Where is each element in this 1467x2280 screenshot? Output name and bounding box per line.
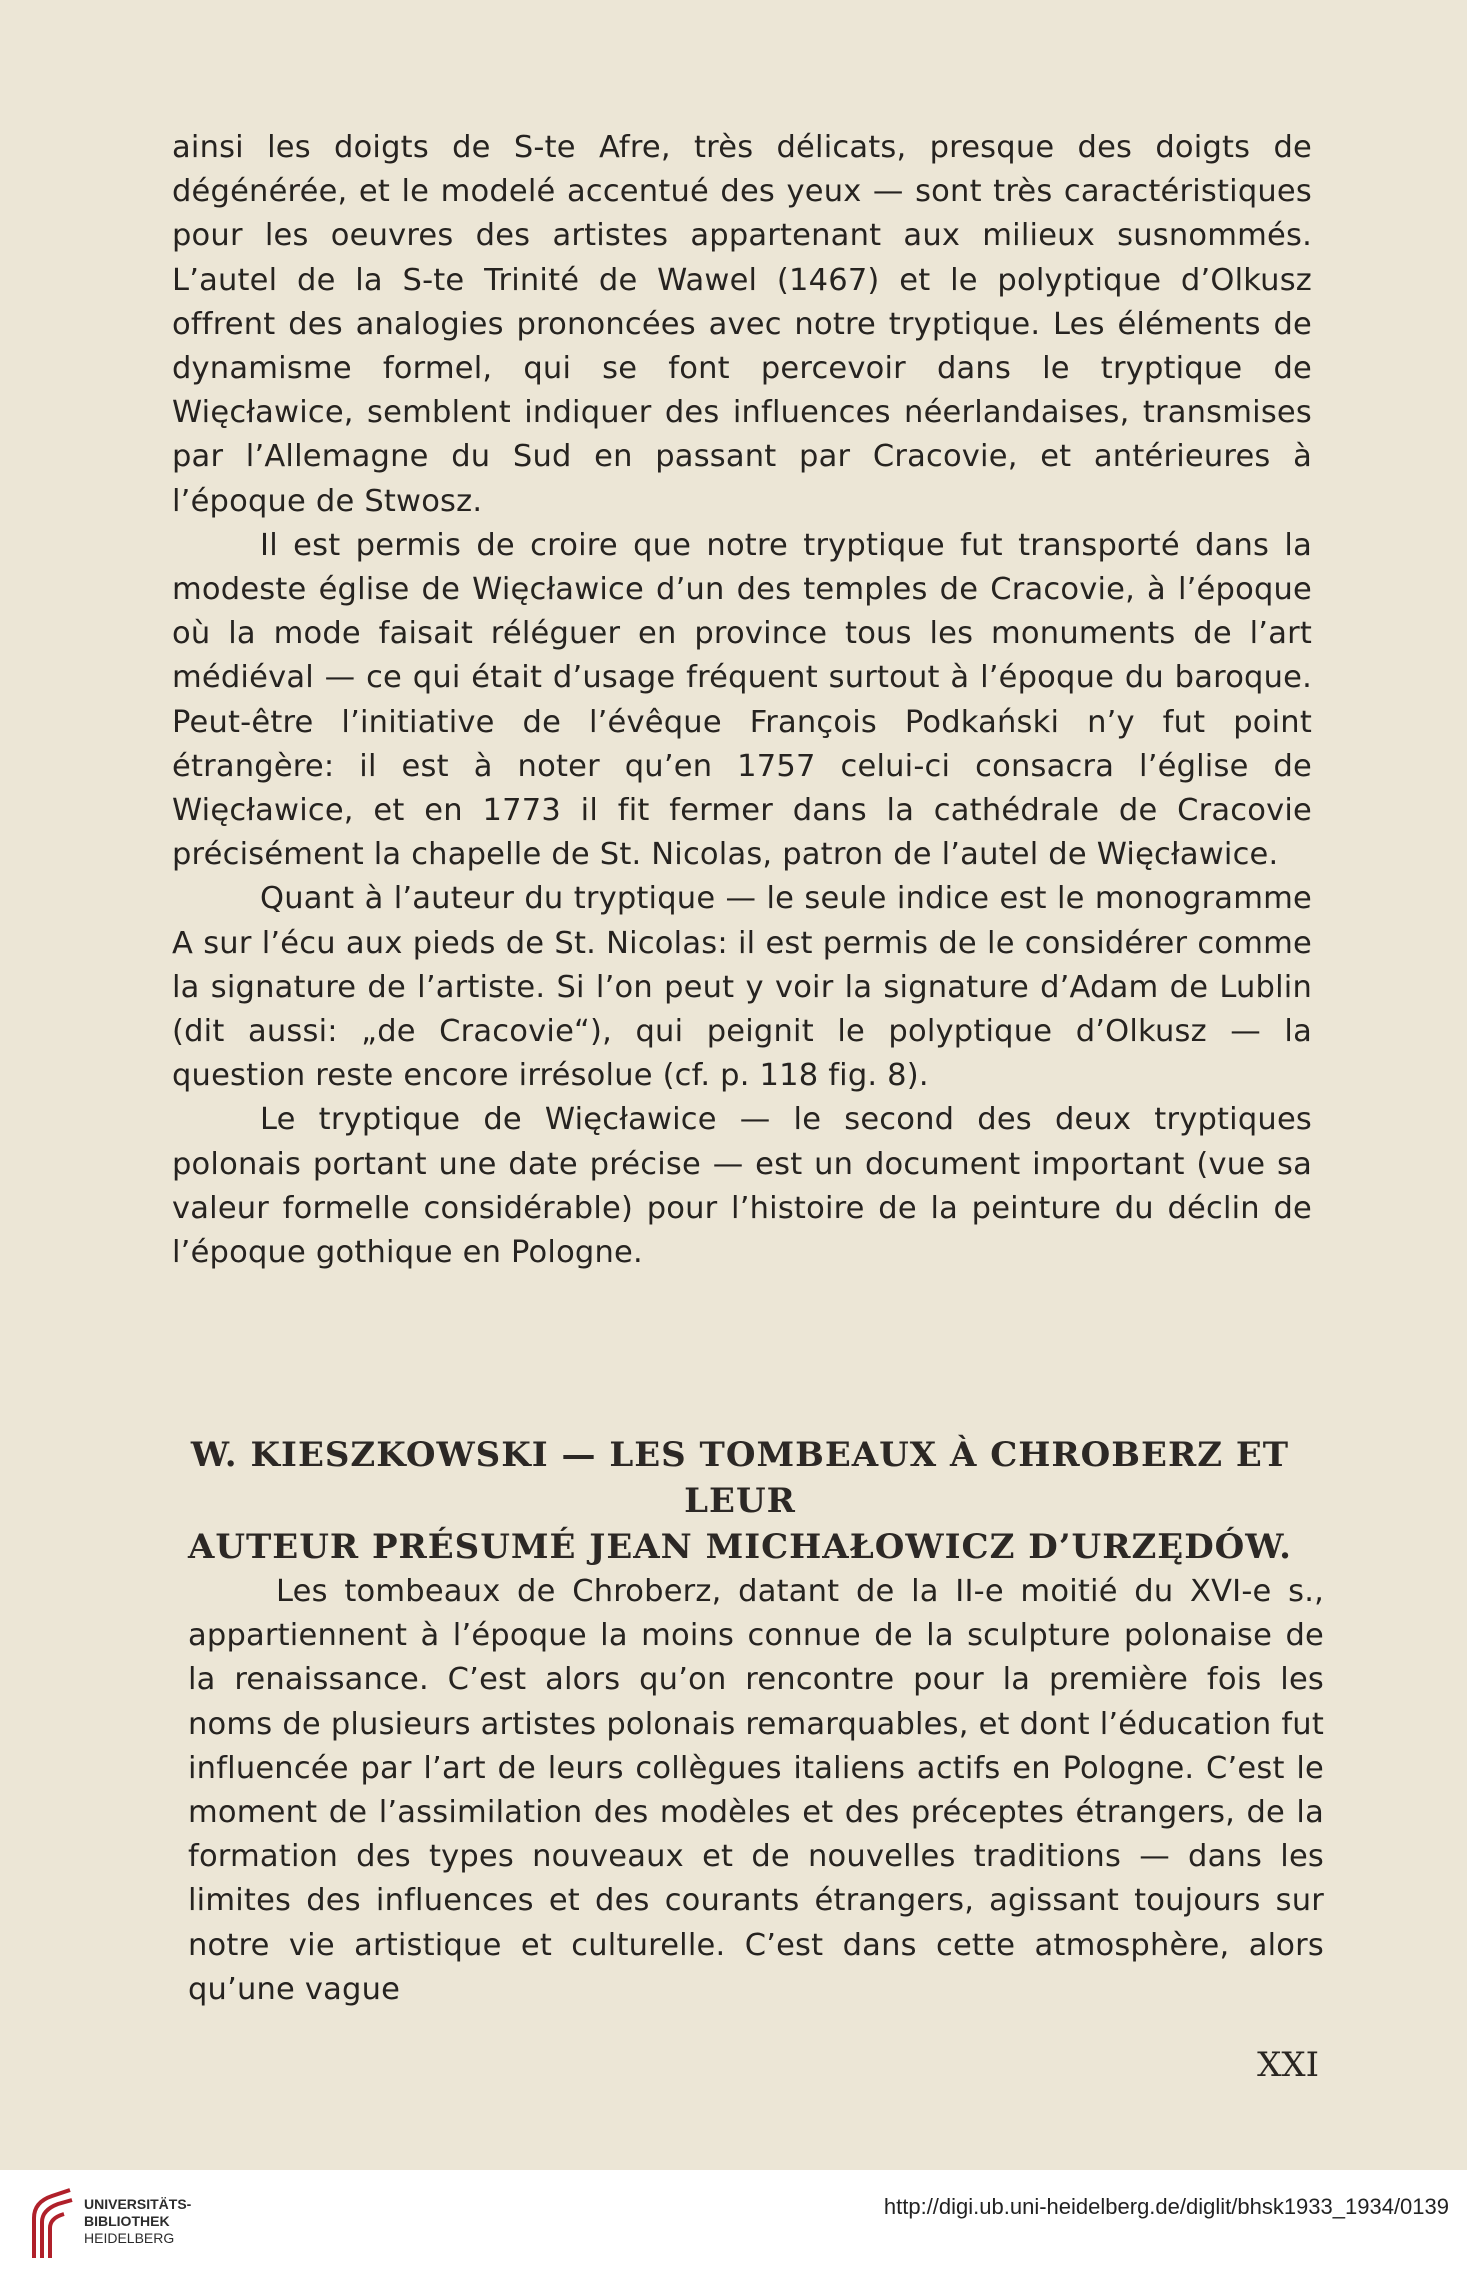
library-name-line: HEIDELBERG xyxy=(84,2230,175,2246)
library-logo-icon xyxy=(28,2188,76,2260)
library-name-line: UNIVERSITÄTS- xyxy=(84,2196,192,2212)
paragraph: Quant à l’auteur du tryptique — le seule indice est le monogramme A sur l’écu aux pieds de St. Nicolas: il est permis de le considérer comme la signature de l’artiste. Si l’on peut y voir la signature d’Adam de Lublin (dit aussi: „de Cracovie“), qui peignit le polyptique d’Olkusz — la question reste encore irrésolue (cf. p. 118 fig. 8). xyxy=(172,881,1312,1094)
paragraph: Le tryptique de Więcławice — le second des deux tryptiques polonais portant une date précise — est un document important (vue sa valeur formelle considérable) pour l’histoire de la peinture du déclin de l’époque gothique en Pologne. xyxy=(172,1102,1312,1271)
library-name xyxy=(84,2196,191,2247)
heading-line: W. KIESZKOWSKI — LES TOMBEAUX À CHROBERZ ET LEUR xyxy=(190,1435,1290,1521)
library-name-line: BIBLIOTHEK xyxy=(84,2213,170,2229)
body-text-top xyxy=(172,126,1312,1275)
article-heading xyxy=(160,1432,1320,1570)
paragraph: ainsi les doigts de S-te Afre, très délicats, presque des doigts de dégénérée, et le modelé accentué des yeux — sont très caractéristiques pour les oeuvres des artistes appartenant aux milieux susnommés. L’autel de la S-te Trinité de Wawel (1467) et le polyptique d’Olkusz offrent des analogies prononcées avec notre tryptique. Les éléments de dynamisme formel, qui se font percevoir dans le tryptique de Więcławice, semblent indiquer des influences néerlandaises, transmises par l’Allemagne du Sud en passant par Cracovie, et antérieures à l’époque de Stwosz. xyxy=(172,130,1312,519)
paragraph: Il est permis de croire que notre tryptique fut transporté dans la modeste église de Więcławice d’un des temples de Cracovie, à l’époque où la mode faisait réléguer en province tous les monuments de l’art médiéval — ce qui était d’usage fréquent surtout à l’époque du baroque. Peut-être l’initiative de l’évêque François Podkański n’y fut point étrangère: il est à noter qu’en 1757 celui-ci consacra l’église de Więcławice, et en 1773 il fit fermer dans la cathédrale de Cracovie précisément la chapelle de St. Nicolas, patron de l’autel de Więcławice. xyxy=(172,527,1312,873)
page-number: XXI xyxy=(1257,2045,1319,2085)
source-url-link[interactable]: http://digi.ub.uni-heidelberg.de/diglit/bhsk1933_1934/0139 xyxy=(883,2194,1449,2219)
body-text-bottom xyxy=(188,1570,1324,2012)
paragraph: Les tombeaux de Chroberz, datant de la II-e moitié du XVI-e s., appartiennent à l’époque la moins connue de la sculpture polonaise de la renaissance. C’est alors qu’on rencontre pour la première fois les noms de plusieurs artistes polonais remarquables, et dont l’éducation fut influencée par l’art de leurs collègues italiens actifs en Pologne. C’est le moment de l’assimilation des modèles et des préceptes étrangers, de la formation des types nouveaux et de nouvelles traditions — dans les limites des influences et des courants étrangers, agissant toujours sur notre vie artistique et culturelle. C’est dans cette atmosphère, alors qu’une vague xyxy=(188,1574,1324,2007)
footer-bar xyxy=(0,2170,1467,2280)
heading-line: AUTEUR PRÉSUMÉ JEAN MICHAŁOWICZ D’URZĘDÓW. xyxy=(187,1527,1293,1567)
